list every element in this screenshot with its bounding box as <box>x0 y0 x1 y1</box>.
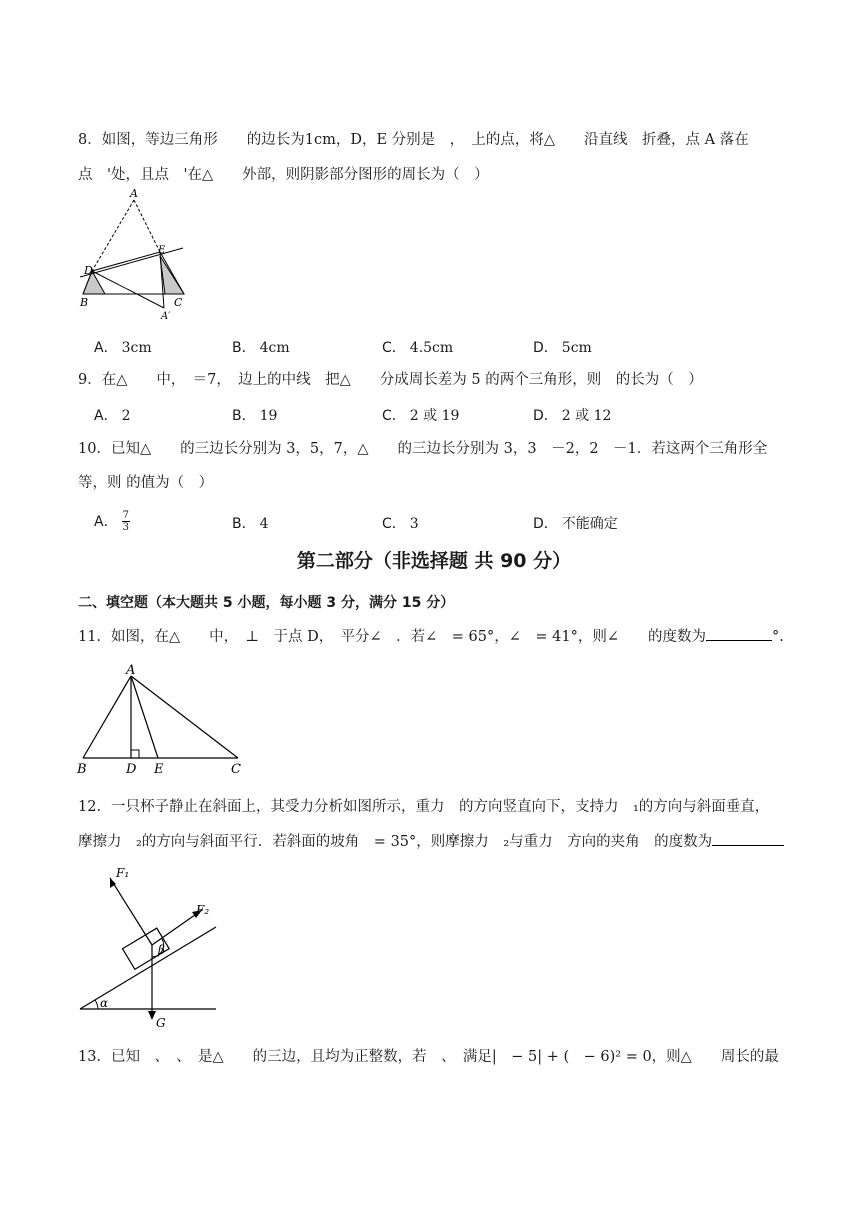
q11-label-B: B <box>77 762 87 777</box>
q10-option-b: B． 4 <box>232 516 269 532</box>
q8-label-E: E <box>158 245 166 256</box>
q11-label-D: D <box>126 762 137 777</box>
q12-figure <box>78 865 223 1030</box>
q13-text: 13．已知 、 、 是△ 的三边，且均为正整数，若 、 满足| − 5| + ( − 6)² = 0，则△ 周长的最 <box>78 1049 779 1065</box>
q12-text-line2: 摩擦力 ₂的方向与斜面平行．若斜面的坡角 = 35°，则摩擦力 ₂与重力 方向的夹角 的度数为 <box>78 831 790 852</box>
q9-text: 9．在△ 中， ＝7， 边上的中线 把△ 分成周长差为 5 的两个三角形，则 的长为（ ） <box>78 372 703 388</box>
q8-option-b: B． 4cm <box>232 340 290 356</box>
section-title: 第二部分（非选择题 共 90 分） <box>296 550 572 572</box>
q10-text-line2: 等，则 的值为（ ） <box>78 475 214 491</box>
q12-label-F1: F₁ <box>116 866 130 880</box>
q9-option-a: A． 2 <box>94 408 131 424</box>
q10-text-line1: 10．已知△ 的三边长分别为 3，5，7，△ 的三边长分别为 3，3 －2，2 －1．若这两个三角形全 <box>78 441 768 457</box>
q10-option-a-fraction: $\frac{7}{3}$ <box>122 510 129 533</box>
q8-text-line1: 8．如图，等边三角形 的边长为1cm，D，E 分别是 ， 上的点，将△ 沿直线 折叠，点 A 落在 <box>78 132 749 148</box>
q8-option-a: A． 3cm <box>94 340 152 356</box>
q11-figure <box>74 664 249 779</box>
q11-text: 11．如图，在△ 中， ⊥ 于点 D， 平分∠ ．若∠ = 65°，∠ = 41°，则∠ 的度数为 °. <box>78 626 790 647</box>
q11-label-A: A <box>126 663 136 678</box>
q9-option-b: B． 19 <box>232 408 278 424</box>
q8-text-line2: 点 '处，且点 '在△ 外部，则阴影部分图形的周长为（ ） <box>78 167 489 183</box>
q12-label-G: G <box>156 1016 166 1030</box>
q10-option-d: D． 不能确定 <box>533 516 618 532</box>
q12-label-alpha: α <box>100 996 109 1010</box>
fill-in-heading: 二、填空题（本大题共 5 小题，每小题 3 分，满分 15 分） <box>78 595 455 611</box>
q8-label-A: A <box>130 187 138 200</box>
q12-label-beta: β <box>158 943 165 957</box>
q8-option-d: D． 5cm <box>533 340 592 356</box>
q9-option-c: C． 2 或 19 <box>382 408 460 424</box>
q8-label-Aprime: A′ <box>161 311 171 322</box>
q12-text-line1: 12．一只杯子静止在斜面上，其受力分析如图所示，重力 的方向竖直向下，支持力 ₁的方向与斜面垂直， <box>78 799 770 815</box>
q10-option-c: C． 3 <box>382 516 419 532</box>
q9-option-d: D． 2 或 12 <box>533 408 612 424</box>
q8-figure <box>78 187 188 323</box>
q11-label-C: C <box>231 762 241 777</box>
q11-answer-blank[interactable] <box>706 626 772 641</box>
q8-label-C: C <box>174 296 183 309</box>
q8-option-c: C． 4.5cm <box>382 340 454 356</box>
q12-label-F2: F₂ <box>196 903 210 917</box>
q12-answer-blank[interactable] <box>712 831 784 846</box>
q10-option-a: A． $\frac{7}{3}$ <box>94 510 129 533</box>
q8-label-D: D <box>84 264 93 277</box>
q11-label-E: E <box>154 762 164 777</box>
q8-label-B: B <box>80 296 89 309</box>
